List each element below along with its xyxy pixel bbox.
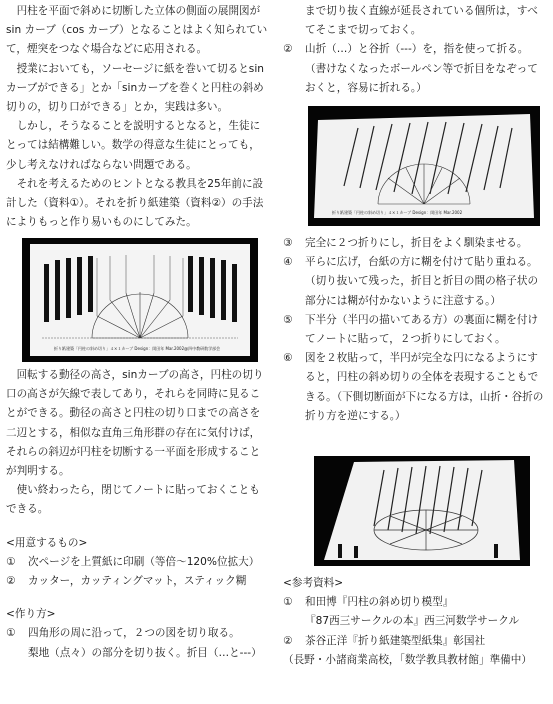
references-heading: <参考資料>: [283, 577, 344, 589]
item-text: 下半分（半円の描いてある方）の裏面に糊を付けてノートに貼って，２つ折りにしておく。: [305, 313, 539, 346]
intro-paragraph-2: 授業においても，ソーセージに紙を巻いて切るとsinカーブができる」とか「sinカーブを巻くと円柱の斜め切りの，切り口ができる」とか，実践は多い。: [6, 62, 264, 114]
model-photo-cylinder: [314, 456, 530, 566]
item-number: ②: [283, 634, 293, 647]
item-text: 完全に２つ折りにし，折目をよく馴染ませる。: [305, 237, 528, 249]
model-cylinder-illustration: [314, 456, 530, 566]
item-text: 図を２枚貼って，半円が完全な円になるようにすると，円柱の斜め切りの全体を表現することもできる。（下側切断面が下になる方は，山折・谷折の折り方を逆にする。）: [305, 352, 544, 422]
item-text: 山折（…）と谷折（---）を，指を使って折る。: [305, 43, 529, 56]
left-column: [6, 2, 268, 232]
reference-item-1: [283, 593, 545, 612]
item-number: ⑤: [283, 313, 293, 326]
mid-paragraph-1: 回転する動径の高さ，sinカーブの高さ，円柱の切り口の高さが矢線で表してあり，それらを同時に見ることができる。動径の高さと円柱の切り口までの高さを二辺とする，相似な直角三角形群の存在に気付けば，それらの斜辺が円柱を切断する一平面を形成することが判明する。: [6, 369, 264, 478]
method-continued-text: まで切り抜く直線が延長されている個所は，すべてそこまで切っておく。: [305, 5, 538, 37]
right-column-middle: [283, 234, 545, 426]
method-item-3: [283, 234, 545, 253]
model-folded-illustration: [308, 106, 540, 226]
model-flat-illustration: [22, 238, 258, 362]
item-text: 茶谷正洋『折り紙建築型紙集』彰国社: [305, 634, 486, 647]
intro-paragraph-1: 円柱を平面で斜めに切断した立体の側面の展開図が sin カーブ（cos カーブ）となることはよく知られていて，煙突をつなぐ場合などに応用される。: [6, 5, 268, 56]
method-item-5: [283, 311, 545, 349]
item-number: ①: [6, 555, 16, 568]
reference-item-2: [283, 632, 545, 651]
left-column-lower: [6, 366, 268, 663]
method-item-2-note: （書けなくなったボールペン等で折目をなぞっておくと，容易に折れる。）: [305, 62, 538, 94]
author-affiliation: （長野・小諸商業高校，「数学教具教材館」準備中）: [283, 653, 532, 666]
method-item-2: [283, 40, 545, 59]
materials-item-1: [6, 553, 268, 572]
photo-caption-right: 折り紙建築「円柱の斜め切り」４×１カーブ Design：岡田年 Mar.2002: [332, 210, 463, 215]
item-number: ③: [283, 237, 293, 249]
photo-caption-left: 折り紙建築「円柱の斜め切り」４×１カーブ Design：岡田年 Mar.2002@四中教研数学部会: [54, 346, 221, 351]
model-photo-flat: [22, 238, 258, 362]
item-number: ②: [283, 43, 293, 56]
item-text: 平らに広げ，台紙の方に糊を付けて貼り重ねる。: [305, 256, 538, 269]
model-photo-folded: [308, 106, 540, 226]
method-item-6: [283, 349, 545, 426]
item-number: ②: [6, 575, 16, 588]
item-text: 和田博『円柱の斜め切り模型』: [305, 596, 454, 609]
mid-paragraph-2: 使い終わったら，閉じてノートに貼っておくこともできる。: [6, 484, 260, 516]
materials-heading: <用意するもの>: [6, 536, 88, 549]
item-number: ⑥: [283, 352, 293, 365]
item-text: 次ページを上質紙に印刷（等倍〜120%位拡大）: [28, 555, 260, 568]
method-item-1: [6, 624, 268, 643]
method-heading: <作り方>: [6, 608, 56, 621]
item-number: ④: [283, 256, 293, 269]
item-text: カッター，カッティングマット，スティック糊: [28, 575, 247, 588]
references-section: [283, 574, 545, 670]
item-number: ①: [283, 596, 293, 609]
intro-paragraph-4: それを考えるためのヒントとなる教具を25年前に設計した（資料①）。それを折り紙建築（資料②）の手法によりもっと作り易いものにしてみた。: [6, 177, 264, 229]
intro-paragraph-3: しかし，そうなることを説明するとなると，生徒にとっては結構難しい。数学の得意な生徒にとっても，少し考えなければならない問題である。: [6, 120, 261, 171]
item-number: ①: [6, 627, 16, 640]
method-item-4: [283, 253, 545, 272]
method-item-4-note: （切り抜いて残った，折目と折目の間の格子状の部分には糊が付かないように注意する。）: [305, 275, 539, 307]
materials-item-2: [6, 572, 268, 591]
item-text: 四角形の周に沿って，２つの図を切り取る。: [28, 627, 240, 640]
right-column-top: [283, 2, 545, 98]
method-item-1-continuation: 梨地（点々）の部分を切り抜く。折目（…と---）: [28, 646, 262, 659]
reference-item-1-source: 『87西三サークルの本』西三河数学サークル: [305, 615, 520, 628]
